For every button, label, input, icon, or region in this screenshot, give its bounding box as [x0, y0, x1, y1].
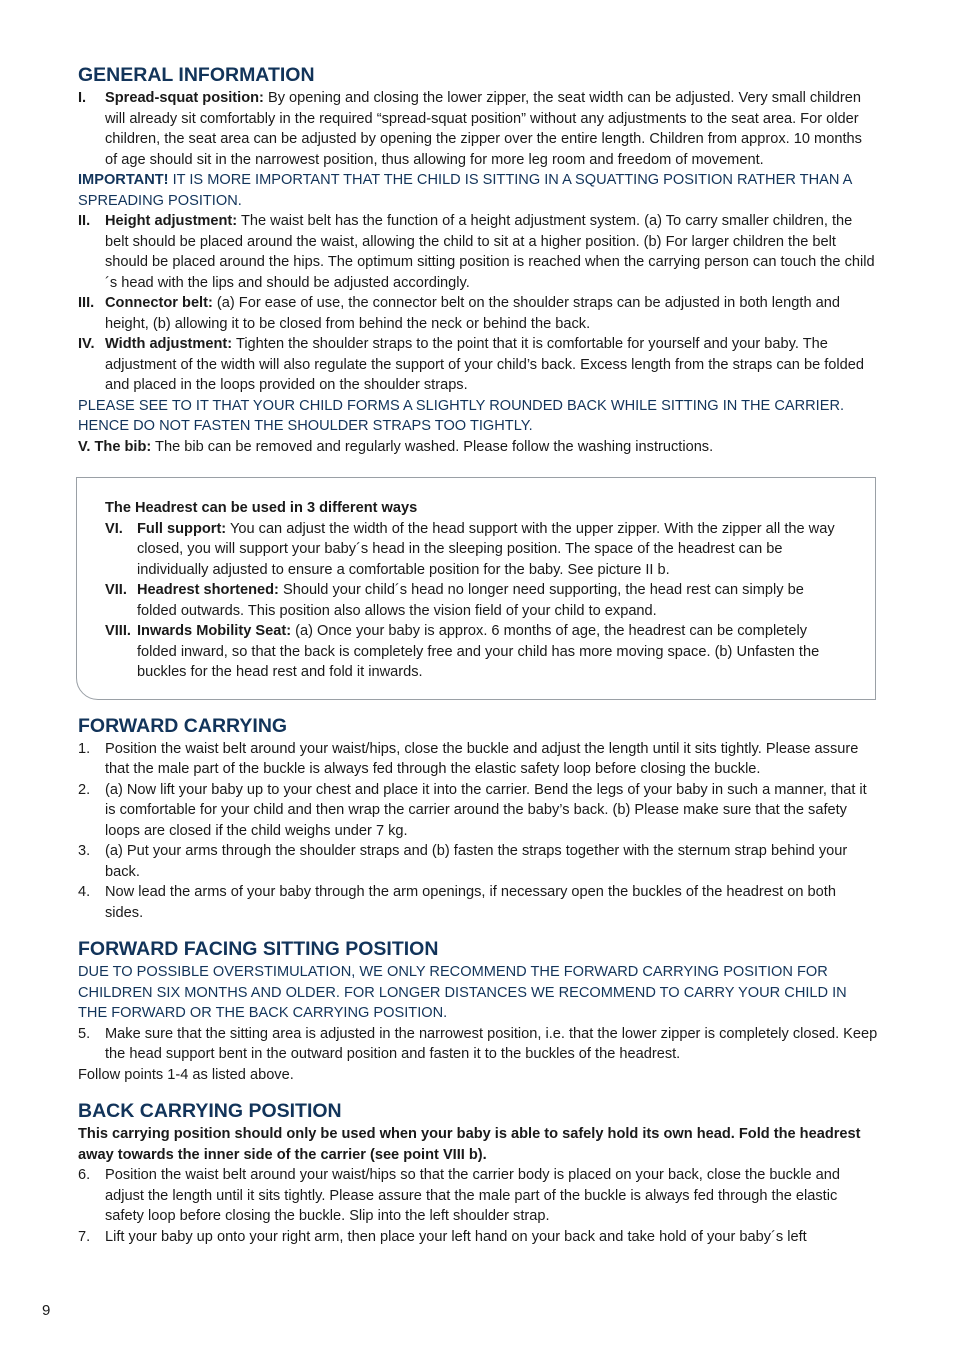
item-number: 6. — [78, 1167, 91, 1183]
section-heading: FORWARD CARRYING — [78, 714, 288, 737]
bib-label: V. The bib: — [78, 438, 152, 455]
item-number: VII. — [105, 582, 127, 598]
warning-note: PLEASE SEE TO IT THAT YOUR CHILD FORMS A SLIGHTLY ROUNDED BACK WHILE SITTING IN THE CARRIER. HENCE DO NOT FASTEN THE SHOULDER STRAPS TOO TIGHTLY. — [78, 397, 845, 434]
item-number: 2. — [78, 781, 91, 798]
item-text: Make sure that the sitting area is adjusted in the narrowest position, i.e. that the lower zipper is completely closed. Keep the head support bent in the outward position and fasten it to the buckles of the headrest. — [105, 1025, 878, 1062]
item-text: (a) Put your arms through the shoulder straps and (b) fasten the straps together with the sternum strap behind your back. — [105, 843, 848, 880]
list-item — [78, 1227, 878, 1248]
document-page — [78, 62, 878, 1247]
list-item — [105, 621, 847, 683]
item-number: 3. — [78, 843, 91, 859]
item-text: Tighten the shoulder straps to the point that it is comfortable for yourself and your baby. The adjustment of the width will also regulate the support of your child’s back. Excess length from the straps can be folded and placed in the loops provided on the shoulder straps. — [105, 336, 865, 393]
forward-facing-section — [78, 936, 878, 1085]
item-text: Position the waist belt around your waist/hips, close the buckle and adjust the length until it sits tightly. Please assure that the male part of the buckle is always fed through the elastic safety loop before closing the buckle. — [105, 740, 859, 777]
item-number: III. — [78, 295, 95, 311]
list-item — [78, 88, 878, 170]
list-item — [78, 293, 878, 334]
item-text: The waist belt has the function of a height adjustment system. (a) To carry smaller children, the belt should be placed around the waist, allowing the child to sit at a higher position. (b) For larger children the belt should be placed around the hips. The optimum sitting position is reached when the carrying person can touch the child´s head with the lips and should be adjusted accordingly. — [105, 213, 875, 291]
general-information-section — [78, 62, 878, 457]
item-number: II. — [78, 213, 91, 229]
item-label: Width adjustment: — [105, 336, 233, 352]
list-item — [78, 739, 878, 780]
item-label: Height adjustment: — [105, 213, 238, 229]
list-item — [78, 780, 878, 842]
bib-paragraph — [78, 437, 878, 458]
section-heading: FORWARD FACING SITTING POSITION — [78, 938, 439, 960]
item-label: Spread-squat position: — [105, 90, 264, 106]
list-item — [78, 882, 878, 923]
bold-note: This carrying position should only be used when your baby is able to safely hold its own head. Fold the headrest away towards the inner side of the carrier (see point VIII b). — [78, 1126, 861, 1163]
list-item — [78, 841, 878, 882]
item-text: (a) For ease of use, the connector belt on the shoulder straps can be adjusted in both length and height, (b) allowing it to be closed from behind the neck or behind the back. — [105, 295, 840, 332]
bib-text: The bib can be removed and regularly washed. Please follow the washing instructions. — [151, 438, 714, 455]
item-text: (a) Once your baby is approx. 6 months of age, the headrest can be completely folded inward, so that the back is completely free and your child has more moving space. (b) Unfasten the buckles for the head rest and fold it inwards. — [137, 623, 820, 680]
follow-note: Follow points 1-4 as listed above. — [78, 1066, 294, 1083]
headrest-title: The Headrest can be used in 3 different ways — [105, 500, 418, 516]
warning-note: DUE TO POSSIBLE OVERSTIMULATION, WE ONLY RECOMMEND THE FORWARD CARRYING POSITION FOR CHILDREN SIX MONTHS AND OLDER. FOR LONGER DISTANCES WE RECOMMEND TO CARRY YOUR CHILD IN THE FORWARD OR THE BACK CARRYING POSITION. — [78, 964, 847, 1021]
list-item — [78, 1165, 878, 1227]
item-label: Connector belt: — [105, 295, 213, 311]
item-number: IV. — [78, 336, 95, 352]
list-item — [78, 211, 878, 293]
list-item — [78, 334, 878, 396]
item-label: Headrest shortened: — [137, 582, 279, 598]
list-item — [105, 580, 847, 621]
item-number: 5. — [78, 1025, 91, 1042]
section-heading: BACK CARRYING POSITION — [78, 1100, 342, 1122]
page-number: 9 — [42, 1302, 51, 1319]
item-label: Full support: — [137, 520, 227, 537]
section-heading: GENERAL INFORMATION — [78, 64, 315, 86]
important-text: IT IS MORE IMPORTANT THAT THE CHILD IS SITTING IN A SQUATTING POSITION RATHER THAN A SPREADING POSITION. — [78, 172, 852, 209]
item-number: 1. — [78, 740, 91, 757]
item-text: Now lead the arms of your baby through the arm openings, if necessary open the buckles of the headrest on both sides. — [105, 884, 836, 921]
item-label: Inwards Mobility Seat: — [137, 623, 292, 639]
list-item — [78, 1024, 878, 1065]
headrest-box — [76, 477, 876, 700]
important-label: IMPORTANT! — [78, 172, 169, 188]
list-item — [105, 519, 847, 581]
item-text: By opening and closing the lower zipper, the seat width can be adjusted. Very small children will already sit comfortably in the required “spread-squat position” without any adjustments to the seat area. For older children, the seat area can be adjusted by opening the zipper over the entire length. Children from approx. 10 months of age should sit in the narrowest position, thus allowing for more leg room and freedom of movement. — [105, 90, 862, 168]
item-text: Position the waist belt around your waist/hips so that the carrier body is placed on your back, close the buckle and adjust the length until it sits tightly. Please assure that the male part of the buckle is always fed through the elastic safety loop before closing the buckle. Slip into the left shoulder strap. — [105, 1167, 840, 1224]
item-number: 7. — [78, 1228, 91, 1245]
item-text: Should your child´s head no longer need supporting, the head rest can simply be folded outwards. This position also allows the vision field of your child to expand. — [137, 582, 804, 619]
forward-carrying-section — [78, 713, 878, 924]
item-number: I. — [78, 90, 87, 106]
important-note — [78, 170, 878, 211]
item-text: (a) Now lift your baby up to your chest and place it into the carrier. Bend the legs of your baby in such a manner, that it is comfortable for your child and then wrap the carrier around the baby’s back. (b) Please make sure that the safety loops are closed if the child weighs under 7 kg. — [105, 781, 867, 839]
item-number: VI. — [105, 520, 123, 537]
item-number: 4. — [78, 884, 91, 900]
item-text: Lift your baby up onto your right arm, then place your left hand on your back and take hold of your baby´s left — [105, 1228, 807, 1245]
item-text: You can adjust the width of the head support with the upper zipper. With the zipper all the way closed, you will support your baby´s head in the sleeping position. The space of the headrest can be individually adjusted to ensure a comfortable position for the baby. See picture II b. — [137, 520, 835, 578]
back-carrying-section — [78, 1098, 878, 1247]
item-number: VIII. — [105, 623, 131, 639]
